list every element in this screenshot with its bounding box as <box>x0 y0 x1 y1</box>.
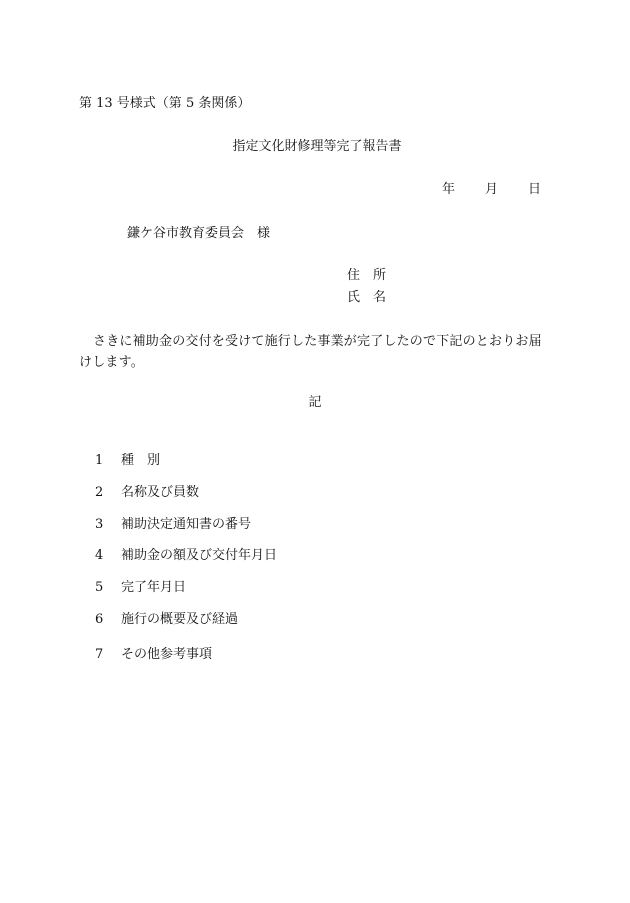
list-item <box>95 647 212 663</box>
list-item <box>95 548 277 564</box>
item-label: 施行の概要及び経過 <box>121 612 239 627</box>
item-label: 完了年月日 <box>121 580 187 595</box>
ki-heading: 記 <box>308 395 322 410</box>
item-number: 7 <box>95 647 104 662</box>
list-item <box>95 485 199 501</box>
item-label: 種 別 <box>121 453 161 468</box>
addressee: 鎌ケ谷市教育委員会 様 <box>127 226 271 241</box>
list-item <box>95 517 251 533</box>
body-text: さきに補助金の交付を受けて施行した事業が完了したので下記のとおりお届けします。 <box>79 334 542 370</box>
date-year-label: 年 <box>442 182 456 197</box>
name-label: 氏 名 <box>347 290 387 305</box>
item-number: 5 <box>95 580 104 595</box>
item-number: 1 <box>95 453 104 468</box>
list-item <box>95 453 160 469</box>
item-label: 名称及び員数 <box>121 485 200 500</box>
date-day-label: 日 <box>528 182 542 197</box>
item-number: 4 <box>95 548 104 563</box>
form-number: 第 13 号様式（第 5 条関係） <box>79 96 251 111</box>
document-title: 指定文化財修理等完了報告書 <box>232 139 402 154</box>
date-line <box>442 182 541 198</box>
item-number: 2 <box>95 485 104 500</box>
date-month-label: 月 <box>485 182 499 197</box>
item-number: 3 <box>95 517 104 532</box>
item-label: その他参考事項 <box>121 647 213 662</box>
list-item <box>95 612 238 628</box>
item-label: 補助金の額及び交付年月日 <box>121 548 278 563</box>
item-number: 6 <box>95 612 104 627</box>
address-label: 住 所 <box>347 268 387 283</box>
item-label: 補助決定通知書の番号 <box>121 517 252 532</box>
list-item <box>95 580 186 596</box>
